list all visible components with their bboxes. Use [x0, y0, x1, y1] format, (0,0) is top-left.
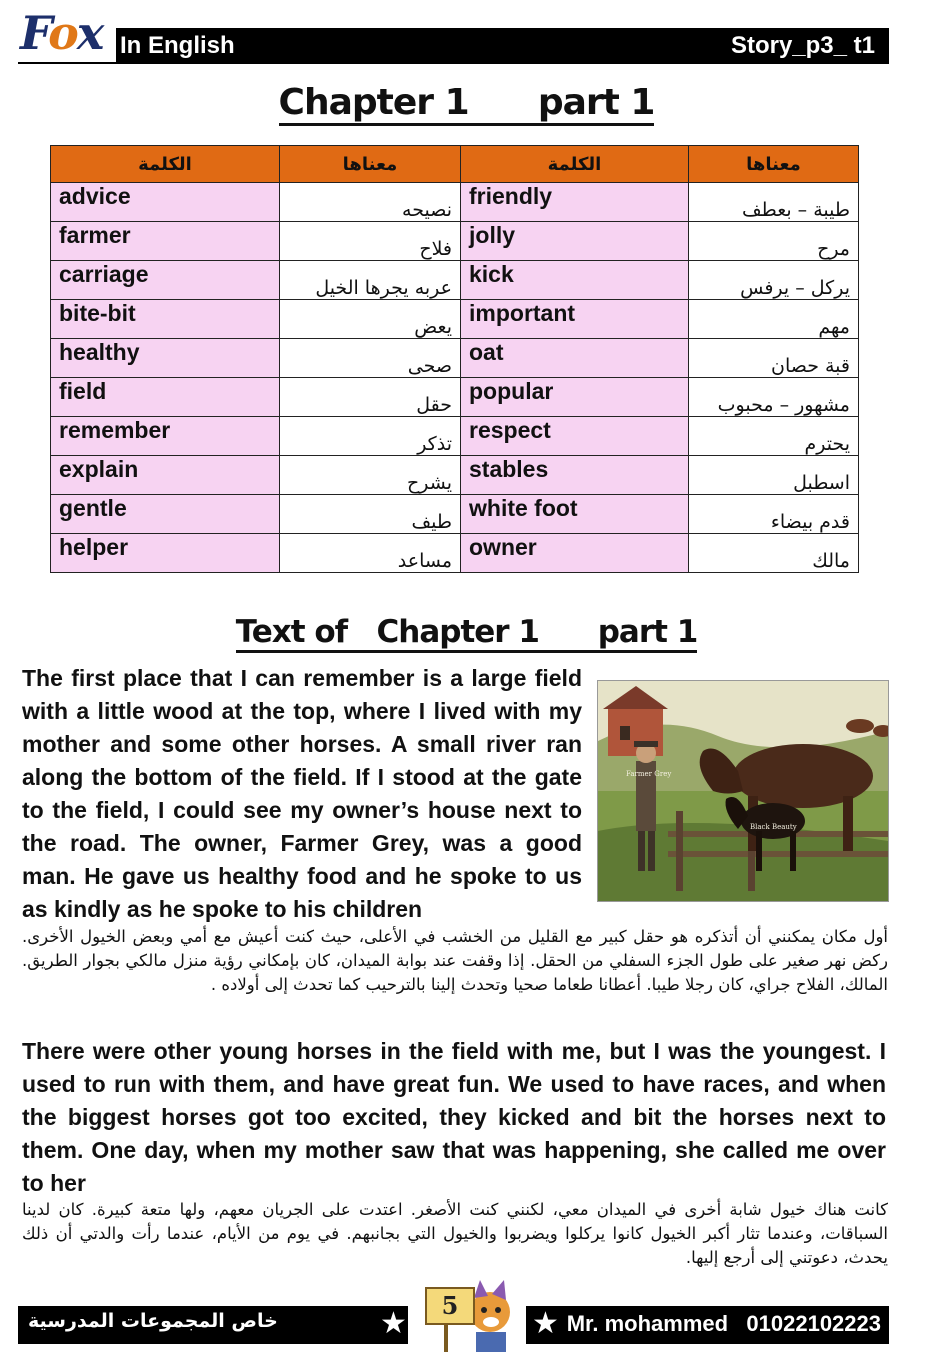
farm-horses-illustration [598, 681, 888, 901]
meaning-cell: نصيحه [280, 183, 461, 222]
word-cell: white foot [461, 495, 689, 534]
word-cell: stables [461, 456, 689, 495]
page-title [0, 82, 933, 123]
story-paragraph-1-arabic: أول مكان يمكنني أن أتذكره هو حقل كبير مع القليل من الخشب في الأعلى، حيث كنت أعيش مع أمي وبعض الخيول الأخرى. ركض نهر صغير على طول الجزء السفلي من الحقل. إذا وقفت عند بوابة الميدان، كان بإمكاني رؤية منزل مالكي بجوار الطريق. المالك، الفلاح جراي، كان رجلا طيبا. أعطانا طعاما صحيا وتحدث إلينا بالترحيب كما تحدث إلى أولاده . [22, 927, 888, 994]
word-cell: carriage [51, 261, 280, 300]
table-row [51, 183, 859, 222]
word-cell: healthy [51, 339, 280, 378]
meaning-cell: قدم بيضاء [689, 495, 859, 534]
story-paragraph-2-arabic: كانت هناك خيول شابة أخرى في الميدان معي، لكنني كنت الأصغر. اعتدت على الجريان معهم، ولها متعة كبيرة. كان لدينا السباقات، وعندما تثار أكبر الخيول كانوا يركلوا ويضربوا والخيول التي بجانبهم. في يوم من الأيام، عندما رأت والدتي أن ذلك يحدث، دعوتني إلى أرجع إليها. [22, 1200, 888, 1267]
meaning-cell: فلاح [280, 222, 461, 261]
fox-logo: Fox [20, 6, 103, 60]
story-paragraph-1-english: The first place that I can remember is a large field with a little wood at the top, where I lived with my mother and some other horses. A small river ran along the bottom of the field. If I stood at the gate to the field, I could see my owner’s house next to the road. The owner, Farmer Grey, was a good man. He gave us healthy food and he spoke to us as kindly as he spoke to his children [22, 665, 582, 922]
word-cell: advice [51, 183, 280, 222]
table-row [51, 378, 859, 417]
table-header-row [51, 146, 859, 183]
meaning-cell: تذكر [280, 417, 461, 456]
table-row [51, 456, 859, 495]
word-cell: popular [461, 378, 689, 417]
word-cell: field [51, 378, 280, 417]
word-cell: respect [461, 417, 689, 456]
meaning-cell: مالك [689, 534, 859, 573]
word-cell: owner [461, 534, 689, 573]
table-row [51, 222, 859, 261]
meaning-cell: يركل – يرفس [689, 261, 859, 300]
meaning-cell: عربه يجرها الخيل [280, 261, 461, 300]
meaning-cell: صحى [280, 339, 461, 378]
logo-container [16, 6, 116, 62]
column-header-word: الكلمة [461, 146, 689, 183]
meaning-cell: اسطبل [689, 456, 859, 495]
table-row [51, 300, 859, 339]
star-icon: ★ [380, 1306, 407, 1341]
story-paragraph-2-english: There were other young horses in the field with me, but I was the youngest. I used to run with them, and have great fun. We used to have races, and when the biggest horses got too excited, they kicked and bit the horses next to them. One day, when my mother saw that was happening, she called me over to her [22, 1038, 886, 1196]
meaning-cell: قبة حصان [689, 339, 859, 378]
horse-label: Black Beauty [750, 823, 797, 831]
word-cell: jolly [461, 222, 689, 261]
vocabulary-table [50, 145, 859, 573]
meaning-cell: مساعد [280, 534, 461, 573]
page-title-text: Chapter 1 part 1 [279, 82, 655, 126]
meaning-cell: طيف [280, 495, 461, 534]
table-row [51, 534, 859, 573]
word-cell: explain [51, 456, 280, 495]
meaning-cell: مشهور – محبوب [689, 378, 859, 417]
word-cell: important [461, 300, 689, 339]
text-section-title-text: Text of Chapter 1 part 1 [236, 614, 698, 653]
footer-left-text: خاص المجموعات المدرسية [28, 1310, 278, 1332]
meaning-cell: يحترم [689, 417, 859, 456]
page-number: 5 [425, 1287, 475, 1325]
story-illustration [597, 680, 889, 902]
word-cell: oat [461, 339, 689, 378]
meaning-cell: حقل [280, 378, 461, 417]
header-bar [18, 6, 889, 64]
word-cell: remember [51, 417, 280, 456]
word-cell: kick [461, 261, 689, 300]
meaning-cell: طيبة – بعطف [689, 183, 859, 222]
meaning-cell: مرح [689, 222, 859, 261]
footer-contact-text: Mr. mohammed 01022102223 [566, 1311, 881, 1336]
word-cell: helper [51, 534, 280, 573]
header-left-text: In English [120, 32, 235, 59]
word-cell: farmer [51, 222, 280, 261]
column-header-meaning: معناها [280, 146, 461, 183]
table-row [51, 417, 859, 456]
table-row [51, 339, 859, 378]
star-icon: ★ [532, 1306, 559, 1341]
word-cell: bite-bit [51, 300, 280, 339]
column-header-word: الكلمة [51, 146, 280, 183]
word-cell: gentle [51, 495, 280, 534]
header-right-text: Story_p3_ t1 [730, 32, 875, 59]
table-row [51, 495, 859, 534]
text-section-title [0, 614, 933, 650]
meaning-cell: مهم [689, 300, 859, 339]
word-cell: friendly [461, 183, 689, 222]
farmer-label: Farmer Grey [626, 770, 672, 778]
meaning-cell: يشرح [280, 456, 461, 495]
table-row [51, 261, 859, 300]
column-header-meaning: معناها [689, 146, 859, 183]
meaning-cell: يعض [280, 300, 461, 339]
